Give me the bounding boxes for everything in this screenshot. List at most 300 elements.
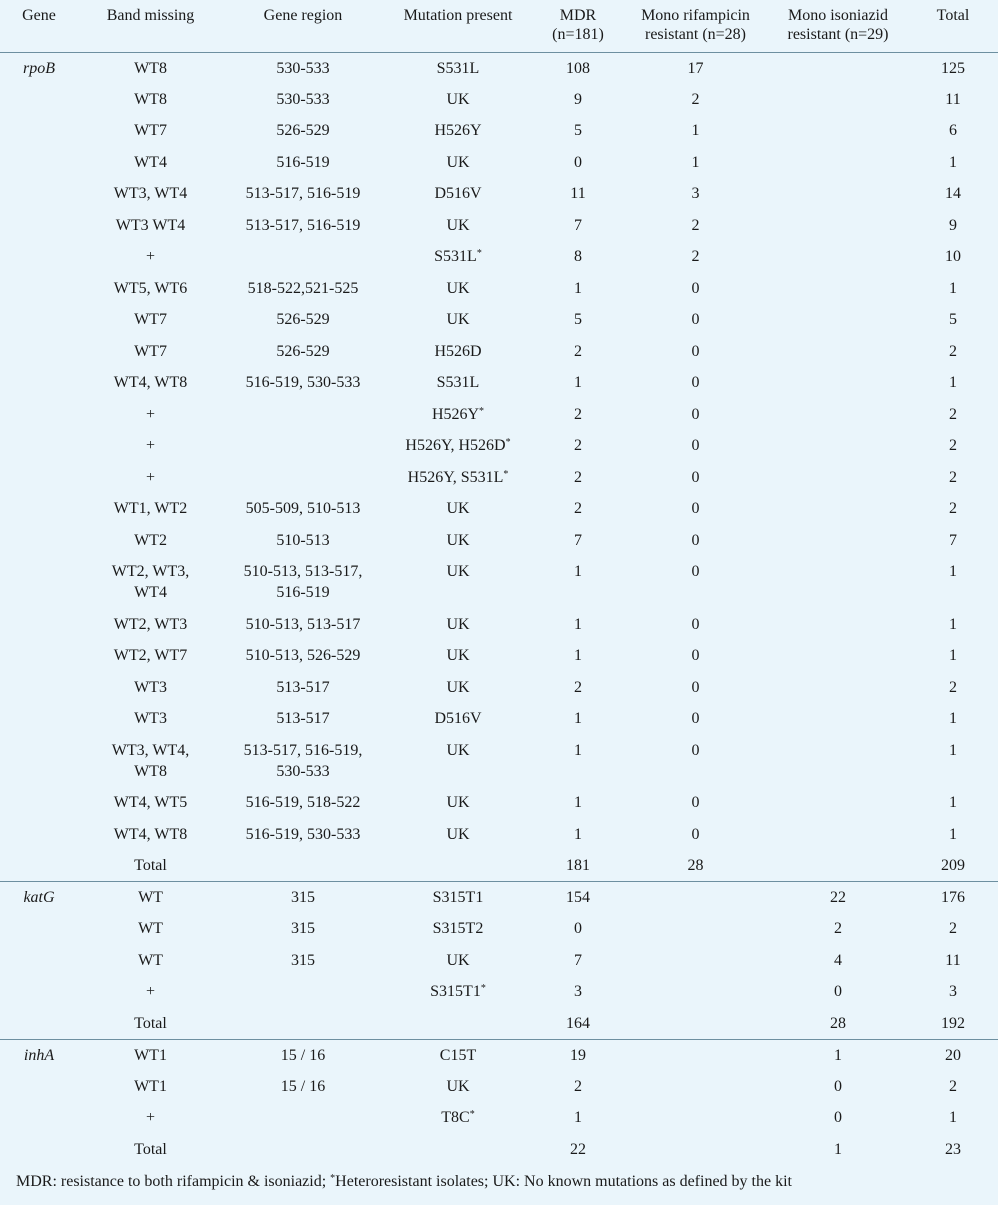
cell-band-missing — [78, 556, 223, 609]
header-row — [0, 0, 998, 52]
cell-mutation-present — [383, 672, 533, 704]
cell-mono-rifampicin — [623, 913, 768, 945]
cell-mutation-present-text: S315T1 — [432, 889, 484, 906]
cell-mono-isoniazid — [768, 210, 908, 242]
cell-band-missing-text: WT4, WT8 — [113, 374, 188, 391]
table-row — [0, 556, 998, 609]
cell-gene-region-text: 513-517 — [276, 710, 330, 727]
cell-gene — [0, 1008, 78, 1040]
cell-band-missing — [78, 525, 223, 557]
cell-mutation-present-text: UK — [446, 153, 470, 171]
cell-mono-rifampicin-text: 0 — [691, 741, 700, 759]
cell-mono-isoniazid — [768, 462, 908, 494]
cell-band-missing — [78, 367, 223, 399]
cell-mono-rifampicin — [623, 1134, 768, 1166]
cell-total-text: 11 — [945, 951, 961, 969]
cell-gene-region-text-line2: 530-533 — [276, 762, 330, 780]
cell-total — [908, 525, 998, 557]
cell-gene-region — [223, 147, 383, 179]
cell-mutation-present — [383, 304, 533, 336]
cell-total — [908, 430, 998, 462]
cell-mono-rifampicin-text: 1 — [691, 153, 700, 171]
cell-gene-region — [223, 1039, 383, 1071]
cell-mdr — [533, 210, 623, 242]
cell-gene-region — [223, 735, 383, 788]
cell-mutation-present — [383, 640, 533, 672]
cell-mutation-present — [383, 945, 533, 977]
heteroresistant-marker: * — [469, 1109, 475, 1120]
cell-mono-isoniazid-text: 0 — [834, 983, 842, 1000]
cell-mutation-present-text: UK — [446, 90, 470, 108]
cell-total-text: 1 — [949, 1109, 957, 1126]
cell-mono-rifampicin-text: 0 — [691, 794, 700, 811]
cell-band-missing — [78, 787, 223, 819]
cell-mutation-present — [383, 336, 533, 368]
cell-mono-rifampicin — [623, 115, 768, 147]
cell-mdr — [533, 115, 623, 147]
cell-mdr-text: 7 — [574, 216, 582, 234]
cell-mutation-present — [383, 819, 533, 851]
cell-mdr-text: 2 — [574, 500, 582, 517]
cell-band-missing-text: WT — [138, 889, 163, 906]
cell-band-missing-text: WT2, WT3 — [113, 615, 188, 633]
cell-band-missing — [78, 913, 223, 945]
cell-mutation-present — [383, 1008, 533, 1040]
cell-mono-isoniazid — [768, 672, 908, 704]
cell-mdr-text: 2 — [574, 678, 582, 696]
cell-mono-rifampicin — [623, 336, 768, 368]
cell-mdr-text: 164 — [566, 1014, 590, 1032]
cell-gene-region — [223, 976, 383, 1008]
cell-gene — [0, 787, 78, 819]
cell-gene-region — [223, 210, 383, 242]
table-row — [0, 882, 998, 914]
cell-band-missing-text: WT3, WT4 — [113, 185, 188, 202]
cell-mutation-present — [383, 147, 533, 179]
cell-mono-rifampicin-text: 0 — [691, 531, 700, 549]
cell-band-missing — [78, 210, 223, 242]
cell-mono-rifampicin-text: 0 — [691, 563, 700, 580]
cell-mono-isoniazid — [768, 115, 908, 147]
footnote-asterisk: * — [330, 1173, 336, 1184]
cell-mono-rifampicin — [623, 493, 768, 525]
cell-gene-region — [223, 819, 383, 851]
cell-gene-region — [223, 640, 383, 672]
cell-mdr-text: 5 — [574, 311, 582, 328]
cell-total — [908, 850, 998, 882]
cell-band-missing — [78, 1039, 223, 1071]
cell-mdr — [533, 735, 623, 788]
cell-gene-region-text: 516-519, 518-522 — [245, 794, 361, 811]
cell-mono-isoniazid — [768, 945, 908, 977]
cell-mono-isoniazid — [768, 430, 908, 462]
cell-mono-rifampicin — [623, 399, 768, 431]
cell-band-missing-text: + — [145, 983, 156, 1000]
cell-gene — [0, 273, 78, 305]
cell-mutation-present-text: UK — [446, 647, 470, 664]
cell-band-missing — [78, 976, 223, 1008]
cell-mono-rifampicin-text: 0 — [691, 342, 700, 360]
cell-mono-rifampicin-text: 17 — [687, 59, 704, 77]
cell-mono-isoniazid — [768, 147, 908, 179]
table-row — [0, 304, 998, 336]
cell-total — [908, 1039, 998, 1071]
cell-mdr — [533, 1071, 623, 1103]
cell-mdr-text: 181 — [566, 857, 590, 874]
cell-mono-rifampicin — [623, 304, 768, 336]
cell-gene — [0, 1102, 78, 1134]
cell-mutation-present — [383, 976, 533, 1008]
cell-mono-rifampicin — [623, 462, 768, 494]
cell-gene-region — [223, 703, 383, 735]
cell-band-missing — [78, 52, 223, 84]
cell-gene-region-text: 526-529 — [276, 342, 330, 360]
cell-mono-rifampicin-text: 1 — [691, 122, 700, 139]
cell-gene — [0, 735, 78, 788]
cell-band-missing — [78, 945, 223, 977]
cell-mutation-present-text: S315T1 — [430, 983, 481, 1000]
cell-gene — [0, 945, 78, 977]
cell-gene-region-text: 518-522,521-525 — [247, 279, 359, 297]
table-row — [0, 819, 998, 851]
cell-mono-isoniazid-text: 22 — [830, 889, 846, 906]
cell-gene-region-text: 505-509, 510-513 — [245, 500, 361, 517]
cell-gene — [0, 178, 78, 210]
cell-mdr-text: 8 — [574, 248, 582, 265]
cell-total — [908, 735, 998, 788]
cell-total — [908, 241, 998, 273]
cell-band-missing — [78, 493, 223, 525]
cell-mutation-present-text: UK — [446, 678, 470, 696]
cell-mono-rifampicin — [623, 367, 768, 399]
cell-mdr-text: 2 — [574, 437, 582, 454]
cell-mono-rifampicin-text: 0 — [691, 615, 700, 633]
cell-band-missing — [78, 147, 223, 179]
cell-mono-isoniazid — [768, 1039, 908, 1071]
cell-mono-isoniazid — [768, 1134, 908, 1166]
cell-gene — [0, 1134, 78, 1166]
cell-band-missing-text: WT4, WT8 — [113, 825, 188, 843]
cell-total-text: 3 — [949, 983, 957, 1000]
cell-band-missing-text: WT1 — [134, 1046, 167, 1064]
cell-total — [908, 672, 998, 704]
cell-mono-rifampicin-text: 0 — [691, 405, 700, 423]
cell-total-text: 192 — [941, 1014, 965, 1032]
cell-gene-region-text: 15 / 16 — [280, 1046, 326, 1064]
cell-gene-region-text: 513-517, 516-519 — [245, 216, 361, 234]
cell-total — [908, 210, 998, 242]
heteroresistant-marker: * — [503, 468, 509, 480]
cell-gene-region-text: 510-513 — [276, 531, 330, 549]
cell-gene-region — [223, 672, 383, 704]
cell-gene — [0, 304, 78, 336]
cell-mdr-text: 2 — [574, 405, 582, 423]
cell-mdr-text: 2 — [574, 1077, 582, 1095]
cell-gene-region — [223, 399, 383, 431]
cell-gene — [0, 210, 78, 242]
cell-mono-rifampicin — [623, 640, 768, 672]
table-row — [0, 1039, 998, 1071]
cell-mutation-present-text: H526Y, S531L — [407, 468, 504, 486]
cell-mono-rifampicin — [623, 819, 768, 851]
cell-mdr — [533, 399, 623, 431]
cell-mutation-present — [383, 913, 533, 945]
cell-total — [908, 703, 998, 735]
table-row — [0, 367, 998, 399]
table-row — [0, 850, 998, 882]
cell-mono-rifampicin — [623, 556, 768, 609]
cell-gene-region-text: 15 / 16 — [280, 1077, 326, 1095]
cell-mdr-text: 11 — [570, 185, 586, 202]
cell-band-missing-text-line2: WT4 — [134, 584, 167, 601]
cell-mono-isoniazid — [768, 525, 908, 557]
col-header-mdr: MDR (n=181) — [552, 7, 604, 43]
cell-gene-region — [223, 882, 383, 914]
cell-mdr — [533, 556, 623, 609]
cell-mutation-present-text: H526Y, H526D — [405, 437, 506, 454]
cell-mono-isoniazid — [768, 819, 908, 851]
cell-total-text: 20 — [945, 1046, 961, 1064]
cell-mono-rifampicin — [623, 735, 768, 788]
cell-band-missing-text: + — [145, 248, 156, 265]
col-header-total: Total — [936, 7, 970, 24]
cell-total — [908, 147, 998, 179]
table-row — [0, 147, 998, 179]
cell-gene-region — [223, 525, 383, 557]
cell-band-missing — [78, 672, 223, 704]
cell-mono-isoniazid-text: 1 — [834, 1140, 842, 1158]
cell-mono-rifampicin-text: 3 — [691, 185, 700, 202]
cell-gene-region-text: 315 — [291, 889, 315, 906]
cell-gene — [0, 609, 78, 641]
cell-band-missing-text: WT — [138, 951, 163, 969]
cell-band-missing — [78, 178, 223, 210]
cell-mdr — [533, 1134, 623, 1166]
cell-band-missing-text: WT3 — [134, 678, 167, 696]
table-row — [0, 913, 998, 945]
cell-total-text: 1 — [949, 647, 957, 664]
cell-band-missing-text: + — [145, 1109, 156, 1126]
cell-gene-text: inhA — [23, 1046, 55, 1064]
cell-gene — [0, 430, 78, 462]
cell-mdr — [533, 850, 623, 882]
footnote-text-mdr: MDR: resistance to both rifampicin & isoniazid; — [16, 1173, 331, 1190]
cell-total — [908, 367, 998, 399]
cell-mutation-present — [383, 84, 533, 116]
cell-total — [908, 882, 998, 914]
cell-gene-region — [223, 52, 383, 84]
footnote-text-rest: Heteroresistant isolates; UK: No known mutations as defined by the kit — [335, 1173, 792, 1190]
table-row — [0, 1134, 998, 1166]
cell-gene-region — [223, 1071, 383, 1103]
cell-mdr — [533, 1008, 623, 1040]
cell-gene — [0, 640, 78, 672]
table-row — [0, 210, 998, 242]
cell-total — [908, 819, 998, 851]
cell-gene-region — [223, 462, 383, 494]
cell-mono-isoniazid — [768, 1008, 908, 1040]
cell-gene-text: katG — [23, 889, 55, 906]
cell-mutation-present-text: S531L — [436, 374, 480, 391]
cell-mutation-present — [383, 1071, 533, 1103]
cell-mono-isoniazid — [768, 84, 908, 116]
cell-mdr-text: 3 — [574, 983, 582, 1000]
table-row — [0, 178, 998, 210]
cell-mutation-present-text: S315T2 — [432, 920, 484, 937]
cell-gene-region — [223, 493, 383, 525]
cell-mono-rifampicin — [623, 1071, 768, 1103]
cell-mutation-present-text: D516V — [434, 710, 482, 727]
cell-total-text: 1 — [949, 279, 957, 297]
cell-mutation-present — [383, 399, 533, 431]
cell-band-missing — [78, 1071, 223, 1103]
cell-mono-rifampicin — [623, 882, 768, 914]
cell-total-text: 5 — [949, 311, 957, 328]
cell-mono-rifampicin — [623, 1102, 768, 1134]
cell-mutation-present — [383, 52, 533, 84]
cell-gene — [0, 367, 78, 399]
cell-mono-isoniazid — [768, 640, 908, 672]
cell-mutation-present-text: H526Y — [431, 405, 480, 423]
cell-gene — [0, 115, 78, 147]
table-row — [0, 976, 998, 1008]
cell-total-text: 1 — [949, 153, 957, 171]
cell-gene-region — [223, 84, 383, 116]
cell-mono-isoniazid-text: 28 — [830, 1014, 846, 1032]
cell-band-missing-text-line2: WT8 — [134, 762, 167, 780]
cell-gene — [0, 336, 78, 368]
cell-mdr-text: 1 — [574, 615, 582, 633]
cell-mdr — [533, 52, 623, 84]
cell-mono-isoniazid — [768, 52, 908, 84]
cell-total-text: 176 — [941, 889, 965, 906]
cell-mutation-present — [383, 850, 533, 882]
cell-mdr — [533, 304, 623, 336]
cell-mutation-present — [383, 556, 533, 609]
cell-mono-rifampicin — [623, 703, 768, 735]
col-header-mono-rifampicin: Mono rifampicin resistant (n=28) — [641, 7, 750, 43]
cell-band-missing — [78, 336, 223, 368]
cell-band-missing — [78, 84, 223, 116]
cell-mono-rifampicin — [623, 787, 768, 819]
cell-band-missing-text: WT4 — [134, 153, 167, 171]
cell-mdr — [533, 640, 623, 672]
cell-mdr-text: 2 — [574, 342, 582, 360]
cell-band-missing-text: WT1, WT2 — [113, 500, 188, 517]
cell-total — [908, 913, 998, 945]
cell-mono-isoniazid — [768, 336, 908, 368]
cell-total-text: 1 — [949, 794, 957, 811]
col-header-mono-isoniazid: Mono isoniazid resistant (n=29) — [787, 7, 889, 43]
cell-mdr — [533, 882, 623, 914]
cell-gene-region-text: 315 — [291, 951, 315, 969]
cell-gene-region-text: 513-517, 516-519 — [245, 185, 361, 202]
cell-total — [908, 1071, 998, 1103]
cell-mono-isoniazid — [768, 1102, 908, 1134]
cell-band-missing-text: + — [145, 405, 156, 423]
table-row — [0, 1071, 998, 1103]
cell-band-missing-text: WT2, WT3, — [111, 563, 190, 580]
cell-gene-region-text: 530-533 — [276, 59, 330, 77]
cell-gene-region — [223, 945, 383, 977]
cell-mono-rifampicin-text: 28 — [687, 857, 704, 874]
cell-gene-text: rpoB — [23, 59, 55, 77]
cell-total-text: 6 — [949, 122, 957, 139]
cell-mutation-present-text: UK — [446, 794, 470, 811]
cell-total-text: 2 — [949, 405, 957, 423]
cell-total-text: 10 — [945, 248, 961, 265]
cell-total-text: 7 — [949, 531, 957, 549]
cell-mutation-present — [383, 430, 533, 462]
cell-mdr-text: 1 — [574, 1109, 582, 1126]
table-row — [0, 462, 998, 494]
cell-gene-region-text: 530-533 — [276, 90, 330, 108]
table-row — [0, 609, 998, 641]
cell-mdr — [533, 703, 623, 735]
cell-mutation-present — [383, 882, 533, 914]
cell-mutation-present-text: H526D — [434, 342, 482, 360]
cell-band-missing — [78, 735, 223, 788]
cell-band-missing — [78, 850, 223, 882]
cell-mono-isoniazid — [768, 493, 908, 525]
cell-mono-isoniazid — [768, 882, 908, 914]
cell-mono-rifampicin — [623, 178, 768, 210]
cell-mono-isoniazid — [768, 273, 908, 305]
cell-mutation-present — [383, 241, 533, 273]
cell-mutation-present-text: H526Y — [434, 122, 482, 139]
table-row — [0, 1102, 998, 1134]
cell-total-text: 125 — [941, 59, 965, 77]
cell-band-missing-text: WT8 — [134, 59, 167, 77]
cell-mdr-text: 9 — [574, 90, 582, 108]
cell-total-text: 1 — [949, 741, 957, 759]
cell-band-missing-text: WT5, WT6 — [113, 279, 188, 297]
cell-total — [908, 1102, 998, 1134]
cell-mutation-present — [383, 178, 533, 210]
cell-mdr — [533, 525, 623, 557]
cell-gene — [0, 1071, 78, 1103]
cell-mutation-present-text: UK — [446, 1077, 470, 1095]
cell-mono-isoniazid — [768, 304, 908, 336]
cell-mdr-text: 0 — [574, 153, 582, 171]
table-row — [0, 525, 998, 557]
cell-band-missing-text: + — [145, 437, 156, 454]
cell-mono-rifampicin — [623, 1008, 768, 1040]
cell-mono-isoniazid — [768, 609, 908, 641]
cell-band-missing — [78, 609, 223, 641]
cell-gene — [0, 913, 78, 945]
cell-gene-region — [223, 273, 383, 305]
cell-mdr — [533, 273, 623, 305]
cell-mono-rifampicin-text: 2 — [691, 216, 700, 234]
cell-gene — [0, 462, 78, 494]
cell-mono-rifampicin-text: 2 — [691, 90, 700, 108]
cell-mutation-present — [383, 525, 533, 557]
cell-mono-rifampicin — [623, 976, 768, 1008]
table-row — [0, 241, 998, 273]
cell-total — [908, 976, 998, 1008]
cell-total — [908, 84, 998, 116]
cell-mdr — [533, 672, 623, 704]
cell-mdr — [533, 1102, 623, 1134]
cell-gene-region — [223, 913, 383, 945]
cell-mdr — [533, 178, 623, 210]
cell-mono-rifampicin-text: 0 — [691, 468, 700, 486]
cell-mono-rifampicin-text: 0 — [691, 647, 700, 664]
cell-mdr — [533, 147, 623, 179]
cell-band-missing-text: WT3 — [134, 710, 167, 727]
cell-mutation-present-text: D516V — [434, 185, 482, 202]
